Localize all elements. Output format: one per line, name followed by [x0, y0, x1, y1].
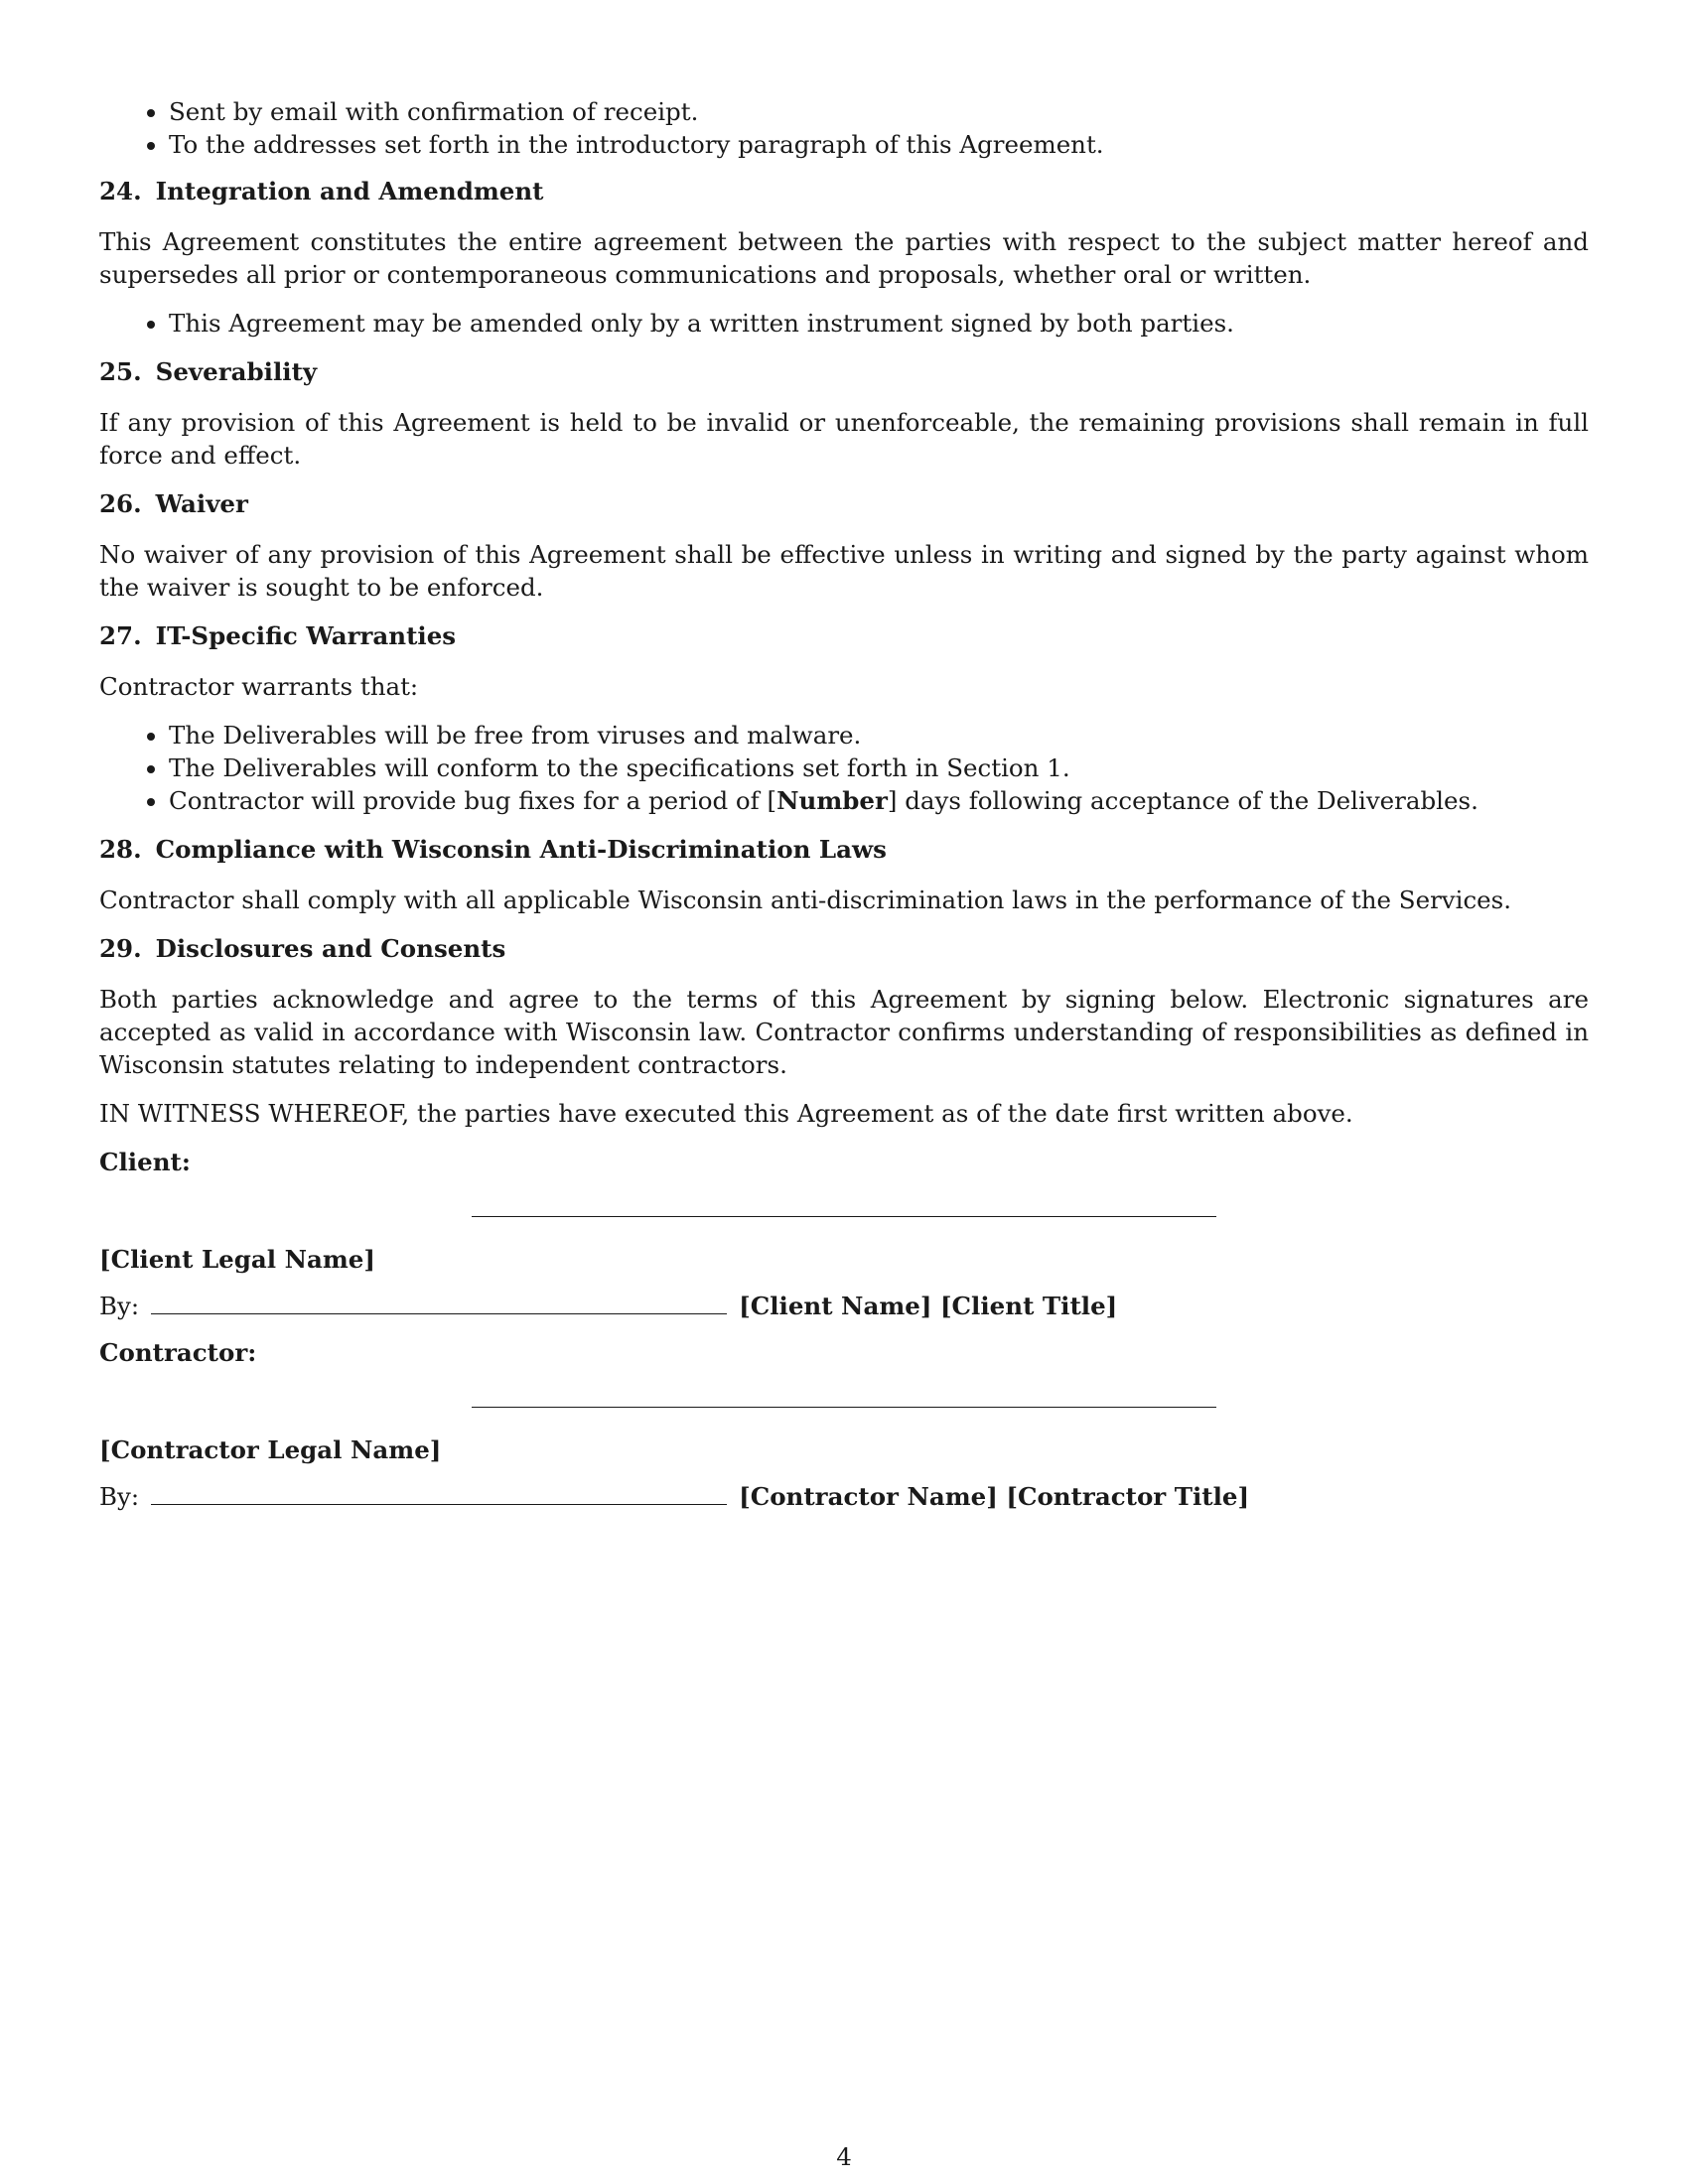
- section-title: Waiver: [155, 489, 248, 518]
- list-item: • To the addresses set forth in the introductory paragraph of this Agreement.: [169, 128, 1589, 161]
- client-signature-line[interactable]: [472, 1216, 1216, 1217]
- section-heading-27: [99, 619, 1589, 652]
- client-legal-name: [Client Legal Name]: [99, 1245, 375, 1274]
- contractor-label: Contractor:: [99, 1338, 257, 1367]
- by-label: By:: [99, 1482, 140, 1511]
- section-heading-25: [99, 355, 1589, 388]
- section-paragraph: This Agreement constitutes the entire agreement between the parties with respect to the subject matter hereof and supersedes all prior or contemporaneous communications and proposals, whether oral or written.: [99, 227, 1589, 289]
- list-item: • The Deliverables will be free from viruses and malware.: [169, 719, 1589, 751]
- placeholder-number: Number: [776, 786, 888, 815]
- section-title: Severability: [155, 357, 318, 386]
- witness-statement: IN WITNESS WHEREOF, the parties have executed this Agreement as of the date first written above.: [99, 1099, 1353, 1128]
- section-number: 29.: [99, 934, 142, 963]
- section-number: 27.: [99, 621, 142, 650]
- section-title: Compliance with Wisconsin Anti-Discrimination Laws: [155, 835, 887, 864]
- bullet-text: Contractor will provide bug fixes for a period of: [169, 786, 768, 815]
- client-name-title: [Client Name] [Client Title]: [739, 1292, 1118, 1320]
- list-item: • This Agreement may be amended only by a written instrument signed by both parties.: [169, 307, 1589, 340]
- section-paragraph: No waiver of any provision of this Agreement shall be effective unless in writing and signed by the party against whom the waiver is sought to be enforced.: [99, 540, 1589, 602]
- contractor-name-title: [Contractor Name] [Contractor Title]: [739, 1482, 1250, 1511]
- section-heading-28: [99, 833, 1589, 866]
- section-paragraph: Contractor warrants that:: [99, 672, 419, 701]
- section-heading-29: [99, 932, 1589, 965]
- section-bullets: [99, 307, 1589, 340]
- client-label: Client:: [99, 1148, 191, 1176]
- section-number: 28.: [99, 835, 142, 864]
- contractor-legal-name: [Contractor Legal Name]: [99, 1435, 442, 1464]
- client-signature-block: [99, 1146, 1589, 1322]
- section-number: 25.: [99, 357, 142, 386]
- section-title: Disclosures and Consents: [155, 934, 506, 963]
- by-label: By:: [99, 1292, 140, 1320]
- list-item: • The Deliverables will conform to the specifications set forth in Section 1.: [169, 751, 1589, 784]
- contractor-signature-line[interactable]: [472, 1407, 1216, 1408]
- section-paragraph: Both parties acknowledge and agree to the terms of this Agreement by signing below. Electronic signatures are accepted as valid in accordance with Wisconsin law. Contractor confirms understanding of responsibilities as defined in Wisconsin statutes relating to independent contractors.: [99, 985, 1589, 1079]
- placeholder-bracket: [: [767, 786, 777, 815]
- list-item: [169, 784, 1589, 817]
- section-title: Integration and Amendment: [155, 177, 544, 205]
- section-paragraph: If any provision of this Agreement is held to be invalid or unenforceable, the remaining provisions shall remain in full force and effect.: [99, 408, 1589, 470]
- document-page: [99, 95, 1589, 1527]
- contractor-signature-block: [99, 1336, 1589, 1513]
- section-paragraph: Contractor shall comply with all applicable Wisconsin anti-discrimination laws in the performance of the Services.: [99, 886, 1512, 914]
- section-heading-26: [99, 487, 1589, 520]
- contractor-by-row: [99, 1480, 1589, 1513]
- section-title: IT-Specific Warranties: [155, 621, 457, 650]
- notice-bullets: [99, 95, 1589, 161]
- client-by-line[interactable]: [151, 1294, 727, 1314]
- section-number: 24.: [99, 177, 142, 205]
- list-item: • Sent by email with confirmation of receipt.: [169, 95, 1589, 128]
- section-heading-24: [99, 175, 1589, 207]
- section-number: 26.: [99, 489, 142, 518]
- placeholder-bracket: ]: [887, 786, 898, 815]
- page-number: 4: [836, 2142, 852, 2171]
- client-by-row: [99, 1290, 1589, 1322]
- bullet-text: days following acceptance of the Deliverables.: [897, 786, 1478, 815]
- contractor-by-line[interactable]: [151, 1484, 727, 1505]
- section-bullets: [99, 719, 1589, 817]
